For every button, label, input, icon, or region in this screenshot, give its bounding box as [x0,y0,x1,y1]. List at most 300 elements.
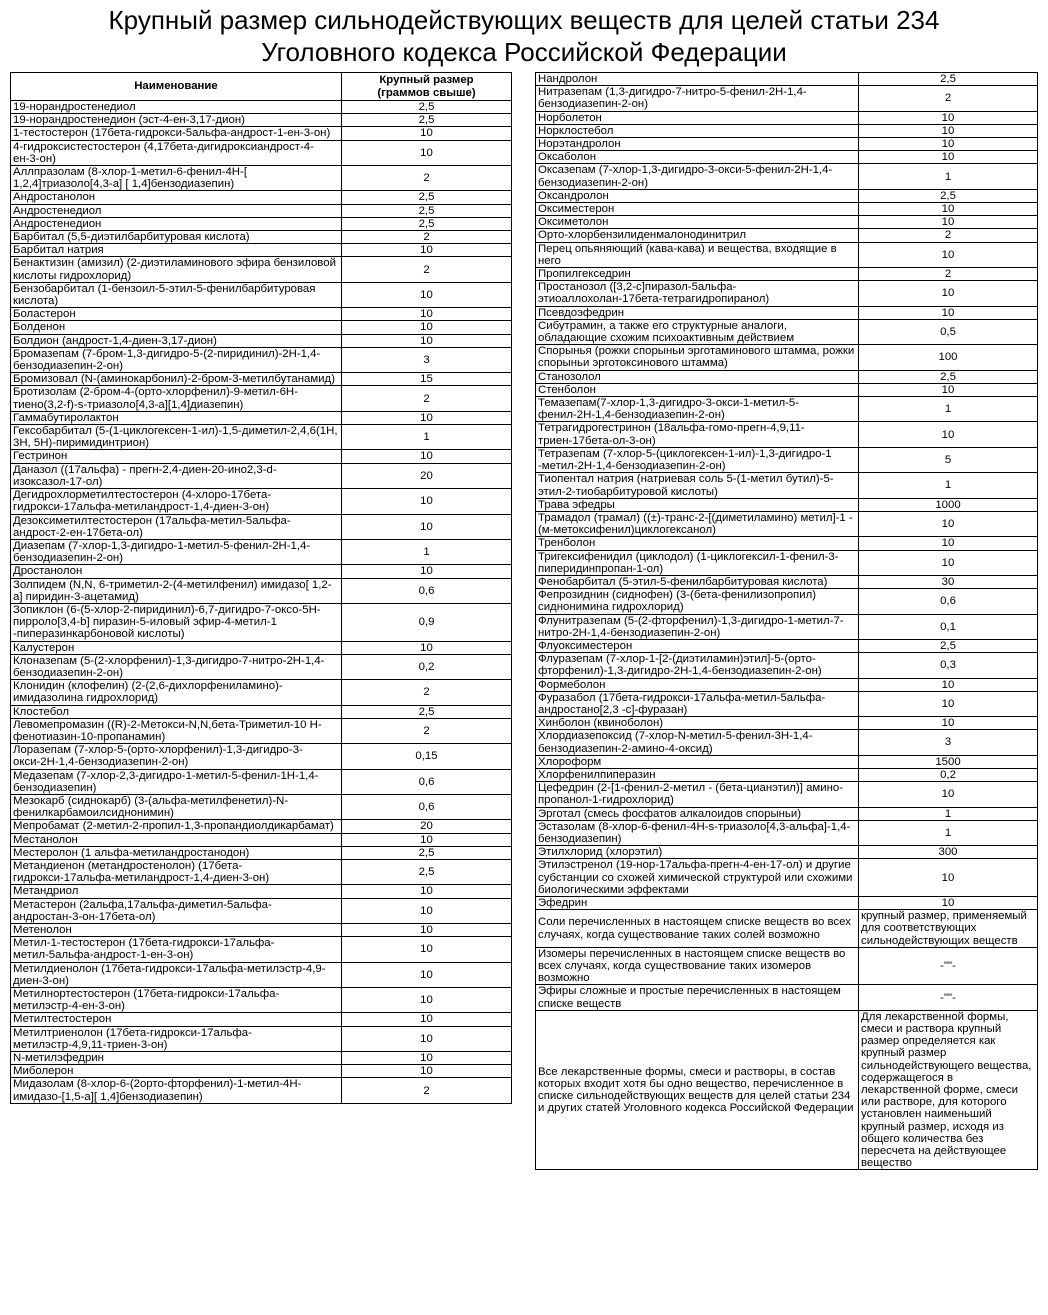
substance-name: Метилнортестостерон (17бета-гидрокси-17альфа-метилэстр-4-ен-3-он) [11,988,342,1013]
table-row [536,229,1038,242]
threshold-value: 2 [342,718,512,743]
threshold-value: 10 [859,383,1038,396]
substance-name: Изомеры перечисленных в настоящем списке веществ во всех случаях, когда существование таких изомеров возможно [536,947,859,985]
table-row [536,511,1038,536]
threshold-value: 10 [859,678,1038,691]
substance-name: Этилэстренол (19-нор-17альфа-прегн-4-ен-17-ол) и другие субстанции со схожей химической структурой или схожими биологическими эффектами [536,859,859,897]
title-line-2: Уголовного кодекса Российской Федерации [261,37,787,67]
title-line-1: Крупный размер сильнодействующих веществ для целей статьи 234 [108,5,940,35]
threshold-value: 2,5 [859,73,1038,86]
table-row [11,1065,512,1078]
substance-name: Даназол ((17альфа) - прегн-2,4-диен-20-ино2,3-d-изоксазол-17-ол) [11,463,342,488]
substance-name: Миболерон [11,1065,342,1078]
header-size-line1: Крупный размер [379,74,474,87]
substance-name: Дегидрохлорметилтестостерон (4-хлоро-17бета-гидрокси-17альфа-метиландрост-1,4-диен-3-он) [11,489,342,514]
threshold-value: 2,5 [342,859,512,884]
table-row [11,334,512,347]
table-row [536,717,1038,730]
table-row [11,386,512,411]
threshold-value: 10 [342,1065,512,1078]
substance-name: Бромазепам (7-бром-1,3-дигидро-5-(2-пиридинил)-2Н-1,4-бензодиазепин-2-он) [11,347,342,372]
table-row [11,450,512,463]
substance-name: Клостебол [11,705,342,718]
substance-name: Норболетон [536,111,859,124]
threshold-value: 2,5 [342,204,512,217]
table-row [536,846,1038,859]
threshold-value: 10 [859,111,1038,124]
header-size-line2: (граммов свыше) [377,86,476,99]
threshold-value: 2 [859,229,1038,242]
threshold-value: 1 [342,425,512,450]
threshold-value: 10 [342,514,512,539]
table-row [536,281,1038,306]
threshold-value: 2 [859,86,1038,111]
threshold-value: 10 [342,127,512,140]
table-row [11,898,512,923]
substance-name: Метилтестостерон [11,1013,342,1026]
substance-name: Метандриол [11,885,342,898]
threshold-value: 0,9 [342,603,512,641]
table-row [11,833,512,846]
substance-name: Псевдоэфедрин [536,306,859,319]
table-row [536,268,1038,281]
substance-name: 19-норандростенедион (эст-4-ен-3,17-дион) [11,114,342,127]
substance-name: Левомепромазин ((R)-2-Метокси-N,N,бета-Триметил-10 Н-фенотиазин-10-пропанамин) [11,718,342,743]
threshold-value: 10 [342,308,512,321]
table-row [536,242,1038,267]
threshold-value: 2,5 [342,705,512,718]
threshold-value: 2,5 [342,191,512,204]
table-row [11,705,512,718]
table-row [536,498,1038,511]
substance-name: Лоразепам (7-хлор-5-(орто-хлорфенил)-1,3-дигидро-3-окси-2Н-1,4-бензодиазепин-2-он) [11,744,342,769]
threshold-value: 10 [342,962,512,987]
table-row [11,859,512,884]
table-row [11,114,512,127]
table-row [536,768,1038,781]
table-row [536,138,1038,151]
threshold-value: 10 [342,140,512,165]
substance-name: Хлороформ [536,755,859,768]
threshold-value: 10 [342,450,512,463]
threshold-value: 2 [342,1078,512,1103]
table-row [536,589,1038,614]
table-row [536,910,1038,948]
table-row [11,603,512,641]
table-row [536,820,1038,845]
table-row [11,744,512,769]
threshold-value: 2,5 [859,639,1038,652]
threshold-value: 10 [859,151,1038,164]
table-row [11,347,512,372]
table-row [536,370,1038,383]
substance-name: Оксандролон [536,189,859,202]
substance-name: Флунитразепам (5-(2-фторфенил)-1,3-дигидро-1-метил-7-нитро-2Н-1,4-бензодиазепин-2-он) [536,614,859,639]
substance-name: Местанолон [11,833,342,846]
substance-name: Фенобарбитал (5-этил-5-фенилбарбитуровая кислота) [536,575,859,588]
threshold-value: 10 [342,898,512,923]
table-row [536,124,1038,137]
threshold-value: 3 [342,347,512,372]
substance-name: Норклостебол [536,124,859,137]
threshold-value: 10 [859,691,1038,716]
table-row [536,1010,1038,1170]
table-row [536,216,1038,229]
table-row [536,807,1038,820]
substance-name: Цефедрин (2-[1-фенил-2-метил - (бета-цианэтил)] амино-пропанол-1-гидрохлорид) [536,782,859,807]
threshold-value: 2,5 [342,114,512,127]
threshold-value: 1 [859,397,1038,422]
table-row [11,794,512,819]
threshold-value: 0,1 [859,614,1038,639]
threshold-value: 20 [342,463,512,488]
substance-name: Болдион (андрост-1,4-диен-3,17-дион) [11,334,342,347]
substance-name: Флуоксиместерон [536,639,859,652]
threshold-value: 20 [342,820,512,833]
substance-name: Стенболон [536,383,859,396]
table-row [11,820,512,833]
threshold-value: 10 [342,833,512,846]
substance-name: Тренболон [536,537,859,550]
table-row [11,257,512,282]
threshold-value: 10 [342,1026,512,1051]
threshold-value: 10 [859,782,1038,807]
substance-name: Трава эфедры [536,498,859,511]
table-row [536,678,1038,691]
table-row [11,514,512,539]
table-row [11,244,512,257]
substance-name: Все лекарственные формы, смеси и растворы, в состав которых входит хотя бы одно вещество, перечисленное в списке сильнодействующих веществ для целей статьи 234 и других статей Уголовного кодекса Российской Федерации [536,1010,859,1170]
table-row [11,204,512,217]
substance-name: Темазепам(7-хлор-1,3-дигидро-3-окси-1-метил-5-фенил-2Н-1,4-бензодиазепин-2-он) [536,397,859,422]
substance-name: 1-тестостерон (17бета-гидрокси-5альфа-андрост-1-ен-3-он) [11,127,342,140]
substance-name: Тетразепам (7-хлор-5-(циклогексен-1-ил)-1,3-дигидро-1 -метил-2Н-1,4-бензодиазепин-2-он) [536,447,859,472]
substance-name: Флуразепам (7-хлор-1-[2-(диэтиламин)этил]-5-(орто-фторфенил)-1,3-дигидро-2Н-1,4-бензодиазепин-2-он) [536,653,859,678]
threshold-value: 10 [342,937,512,962]
table-row [11,680,512,705]
table-row [536,164,1038,189]
table-row [536,447,1038,472]
table-header-row [11,73,512,101]
threshold-value: 1 [859,164,1038,189]
threshold-value: 10 [342,244,512,257]
table-row [536,691,1038,716]
table-row [11,988,512,1013]
threshold-value: 10 [342,641,512,654]
substance-name: Мезокарб (сиднокарб) (3-(альфа-метилфенетил)-N-фенилкарбамоилсиднонимин) [11,794,342,819]
table-row [11,166,512,191]
substance-name: Диазепам (7-хлор-1,3-дигидро-1-метил-5-фенил-2Н-1,4-бензодиазепин-2-он) [11,539,342,564]
table-row [11,373,512,386]
substance-name: Этилхлорид (хлорэтил) [536,846,859,859]
threshold-value: 10 [859,216,1038,229]
threshold-value: 2,5 [859,189,1038,202]
substance-name: 19-норандростенедиол [11,101,342,114]
substance-name: Медазепам (7-хлор-2,3-дигидро-1-метил-5-фенил-1Н-1,4-бензодиазепин) [11,769,342,794]
threshold-value: 10 [859,859,1038,897]
threshold-value: 5 [859,447,1038,472]
table-row [536,73,1038,86]
threshold-value: 0,5 [859,319,1038,344]
table-row [11,101,512,114]
substance-name: Андростенедион [11,217,342,230]
table-row [536,614,1038,639]
table-row [11,127,512,140]
table-row [11,231,512,244]
threshold-value: 2,5 [342,101,512,114]
table-row [11,217,512,230]
threshold-value: 10 [342,924,512,937]
substance-name: Барбитал натрия [11,244,342,257]
threshold-value: -""- [859,985,1038,1010]
table-row [11,308,512,321]
threshold-value: 10 [342,334,512,347]
threshold-value: 0,3 [859,653,1038,678]
threshold-value: 30 [859,575,1038,588]
table-row [11,565,512,578]
threshold-value: 2 [342,680,512,705]
right-table [535,72,1038,1170]
substance-name: Метенолон [11,924,342,937]
threshold-value: 10 [859,422,1038,447]
threshold-value: 2 [859,268,1038,281]
table-row [11,1052,512,1065]
threshold-value: 10 [859,281,1038,306]
threshold-value: 2 [342,386,512,411]
threshold-value: 1 [342,539,512,564]
table-row [536,755,1038,768]
substance-name: Клонидин (клофелин) (2-(2,6-дихлорфениламино)-имидазолина гидрохлорид) [11,680,342,705]
substance-name: Бромизовал (N-(аминокарбонил)-2-бром-3-метилбутанамид) [11,373,342,386]
table-row [11,937,512,962]
threshold-value: 0,6 [859,589,1038,614]
threshold-value: 10 [342,885,512,898]
threshold-value: 2 [342,166,512,191]
substance-name: Гексобарбитал (5-(1-циклогексен-1-ил)-1,5-диметил-2,4,6(1Н, 3Н, 5Н)-пиримидинтрион) [11,425,342,450]
table-row [11,578,512,603]
substance-name: Тиопентал натрия (натриевая соль 5-(1-метил бутил)-5-этил-2-тиобарбитуровой кислоты) [536,473,859,498]
threshold-value: -""- [859,947,1038,985]
threshold-value: 10 [342,565,512,578]
threshold-value: 10 [859,242,1038,267]
substance-name: Хлордиазепоксид (7-хлор-N-метил-5-фенил-3Н-1,4-бензодиазепин-2-амино-4-оксид) [536,730,859,755]
substance-name: Эрготал (смесь фосфатов алкалоидов спорыньи) [536,807,859,820]
substance-name: Орто-хлорбензилиденмалонодинитрил [536,229,859,242]
table-row [11,321,512,334]
substance-name: Метил-1-тестостерон (17бета-гидрокси-17альфа-метил-5альфа-андрост-1-ен-3-он) [11,937,342,962]
table-row [11,885,512,898]
table-row [536,639,1038,652]
table-row [11,140,512,165]
threshold-value: 10 [342,489,512,514]
substance-name: Боластерон [11,308,342,321]
table-row [536,86,1038,111]
substance-name: Аллпразолам (8-хлор-1-метил-6-фенил-4Н-[ 1,2,4]триазоло[4,3-а] [ 1,4]бензодиазепин) [11,166,342,191]
threshold-value: 300 [859,846,1038,859]
table-row [11,1013,512,1026]
table-row [11,282,512,307]
threshold-value: 10 [859,511,1038,536]
table-row [11,641,512,654]
threshold-value: 2 [342,257,512,282]
table-row [536,859,1038,897]
table-row [11,411,512,424]
table-row [536,985,1038,1010]
threshold-value: 10 [859,717,1038,730]
substance-name: Калустерон [11,641,342,654]
substance-name: Формеболон [536,678,859,691]
substance-name: Оксиметолон [536,216,859,229]
substance-name: Перец опьяняющий (кава-кава) и вещества, входящие в него [536,242,859,267]
threshold-value: 3 [859,730,1038,755]
threshold-value: 10 [859,306,1038,319]
table-row [536,111,1038,124]
threshold-value: Для лекарственной формы, смеси и раствора крупный размер определяется как крупный размер сильнодействующего вещества, содержащегося в лекарственной форме, смеси или растворе, для которого установлен наименьший крупный размер, исходя из общего количества без пересчета на действующее вещество [859,1010,1038,1170]
substance-name: Гестринон [11,450,342,463]
substance-name: Фуразабол (17бета-гидрокси-17альфа-метил-5альфа-андростано[2,3 -c]-фуразан) [536,691,859,716]
substance-name: Мепробамат (2-метил-2-пропил-1,3-пропандиолдикарбамат) [11,820,342,833]
substance-name: Хинболон (квиноболон) [536,717,859,730]
substance-name: Мидазолам (8-хлор-6-(2орто-фторфенил)-1-метил-4Н-имидазо-[1,5-а][ 1,4]бензодиазепин) [11,1078,342,1103]
substance-name: Гаммабутиролактон [11,411,342,424]
table-row [11,654,512,679]
threshold-value: 10 [859,897,1038,910]
header-name: Наименование [11,73,342,101]
substance-name: Бенактизин (амизил) (2-диэтиламинового эфира бензиловой кислоты гидрохлорид) [11,257,342,282]
table-row [11,425,512,450]
table-row [11,463,512,488]
substance-name: Оксиместерон [536,203,859,216]
threshold-value: 0,6 [342,578,512,603]
threshold-value: 10 [859,203,1038,216]
table-row [536,189,1038,202]
threshold-value: 10 [342,282,512,307]
threshold-value: 100 [859,345,1038,370]
table-row [11,924,512,937]
threshold-value: 10 [342,988,512,1013]
left-table [10,72,512,1104]
substance-name: Сибутрамин, а также его структурные аналоги, обладающие схожим психоактивным действием [536,319,859,344]
substance-name: Оксаболон [536,151,859,164]
threshold-value: 1 [859,820,1038,845]
substance-name: Фепрозиднин (сиднофен) (3-(бета-фенилизопропил) сиднонимина гидрохлорид) [536,589,859,614]
threshold-value: 2,5 [859,370,1038,383]
table-row [11,962,512,987]
substance-name: N-метилэфедрин [11,1052,342,1065]
substance-name: Хлорфенилпиперазин [536,768,859,781]
table-row [11,1026,512,1051]
substance-name: Эстазолам (8-хлор-6-фенил-4Н-s-триазоло[4,3-альфа]-1,4-бензодиазепин) [536,820,859,845]
substance-name: Зопиклон (6-(5-хлор-2-пиридинил)-6,7-дигидро-7-оксо-5Н-пирроло[3,4-b] пиразин-5-иловый эфир-4-метил-1 -пиперазинкарбоновой кислоты) [11,603,342,641]
substance-name: Спорынья (рожки спорыньи эрготаминового штамма, рожки спорыньи эрготоксинового штамма) [536,345,859,370]
table-row [536,319,1038,344]
left-table-body [11,101,512,1104]
substance-name: Тетрагидрогестринон (18альфа-гомо-прегн-4,9,11-триен-17бета-ол-3-он) [536,422,859,447]
substance-name: Нитразепам (1,3-дигидро-7-нитро-5-фенил-2Н-1,4-бензодиазепин-2-он) [536,86,859,111]
substance-name: Метилдиенолон (17бета-гидрокси-17альфа-метилэстр-4,9-диен-3-он) [11,962,342,987]
threshold-value: 10 [342,1013,512,1026]
substance-name: Андростенедиол [11,204,342,217]
substance-name: Эфиры сложные и простые перечисленных в настоящем списке веществ [536,985,859,1010]
threshold-value: 10 [342,1052,512,1065]
table-row [536,947,1038,985]
substance-name: Андростанолон [11,191,342,204]
table-row [11,539,512,564]
right-table-body [536,73,1038,1170]
substance-name: Бротизолам (2-бром-4-(орто-хлорфенил)-9-метил-6Н-тиено(3,2-f)-s-триазоло[4,3-a][1,4]диазепин) [11,386,342,411]
threshold-value: 15 [342,373,512,386]
substance-name: Барбитал (5,5-диэтилбарбитуровая кислота) [11,231,342,244]
table-row [536,422,1038,447]
threshold-value: крупный размер, применяемый для соответствующих сильнодействующих веществ [859,910,1038,948]
threshold-value: 10 [859,550,1038,575]
threshold-value: 1000 [859,498,1038,511]
substance-name: Простанозол ([3,2-c]пиразол-5альфа-этиоаллохолан-17бета-тетрагидропиранол) [536,281,859,306]
left-column [10,72,511,1104]
table-row [536,782,1038,807]
table-row [536,897,1038,910]
table-row [536,151,1038,164]
table-row [11,846,512,859]
threshold-value: 0,2 [859,768,1038,781]
header-size [342,73,512,101]
table-row [536,537,1038,550]
table-row [536,653,1038,678]
page-title [0,4,1048,68]
substance-name: Дезоксиметилтестостерон (17альфа-метил-5альфа-андрост-2-ен-17бета-ол) [11,514,342,539]
threshold-value: 1 [859,807,1038,820]
table-row [536,575,1038,588]
table-row [11,489,512,514]
threshold-value: 10 [859,138,1038,151]
substance-name: Станозолол [536,370,859,383]
table-row [11,1078,512,1103]
substance-name: Оксазепам (7-хлор-1,3-дигидро-3-окси-5-фенил-2Н-1,4-бензодиазепин-2-он) [536,164,859,189]
table-row [536,397,1038,422]
table-row [536,383,1038,396]
substance-name: Метастерон (2альфа,17альфа-диметил-5альфа-андростан-3-он-17бета-ол) [11,898,342,923]
substance-name: Пропилгекседрин [536,268,859,281]
table-row [11,769,512,794]
right-column [535,72,1037,1170]
threshold-value: 10 [342,321,512,334]
table-row [536,306,1038,319]
substance-name: Дростанолон [11,565,342,578]
substance-name: Норэтандролон [536,138,859,151]
substance-name: Нандролон [536,73,859,86]
table-row [536,730,1038,755]
substance-name: Тригексифенидил (циклодол) (1-циклогексил-1-фенил-3-пиперидинпропан-1-ол) [536,550,859,575]
table-row [11,718,512,743]
substance-name: Болденон [11,321,342,334]
table-row [536,550,1038,575]
threshold-value: 1 [859,473,1038,498]
substance-name: Эфедрин [536,897,859,910]
table-row [536,345,1038,370]
substance-name: Метандиенон (метандростенолон) (17бета-гидрокси-17альфа-метиландрост-1,4-диен-3-он) [11,859,342,884]
substance-name: Местеролон (1 альфа-метиландростанодон) [11,846,342,859]
threshold-value: 2 [342,231,512,244]
substance-name: Трамадол (трамал) ((±)-транс-2-[(диметиламино) метил]-1 -(м-метоксифенил)циклогексанол) [536,511,859,536]
substance-name: Бензобарбитал (1-бензоил-5-этил-5-фенилбарбитуровая кислота) [11,282,342,307]
table-row [536,203,1038,216]
threshold-value: 10 [859,537,1038,550]
threshold-value: 0,6 [342,769,512,794]
substance-name: 4-гидроксистестостерон (4,17бета-дигидроксиандрост-4-ен-3-он) [11,140,342,165]
substance-name: Метилтриенолон (17бета-гидрокси-17альфа-метилэстр-4,9,11-триен-3-он) [11,1026,342,1051]
substance-name: Клоназепам (5-(2-хлорфенил)-1,3-дигидро-7-нитро-2Н-1,4-бензодиазепин-2-он) [11,654,342,679]
threshold-value: 10 [859,124,1038,137]
